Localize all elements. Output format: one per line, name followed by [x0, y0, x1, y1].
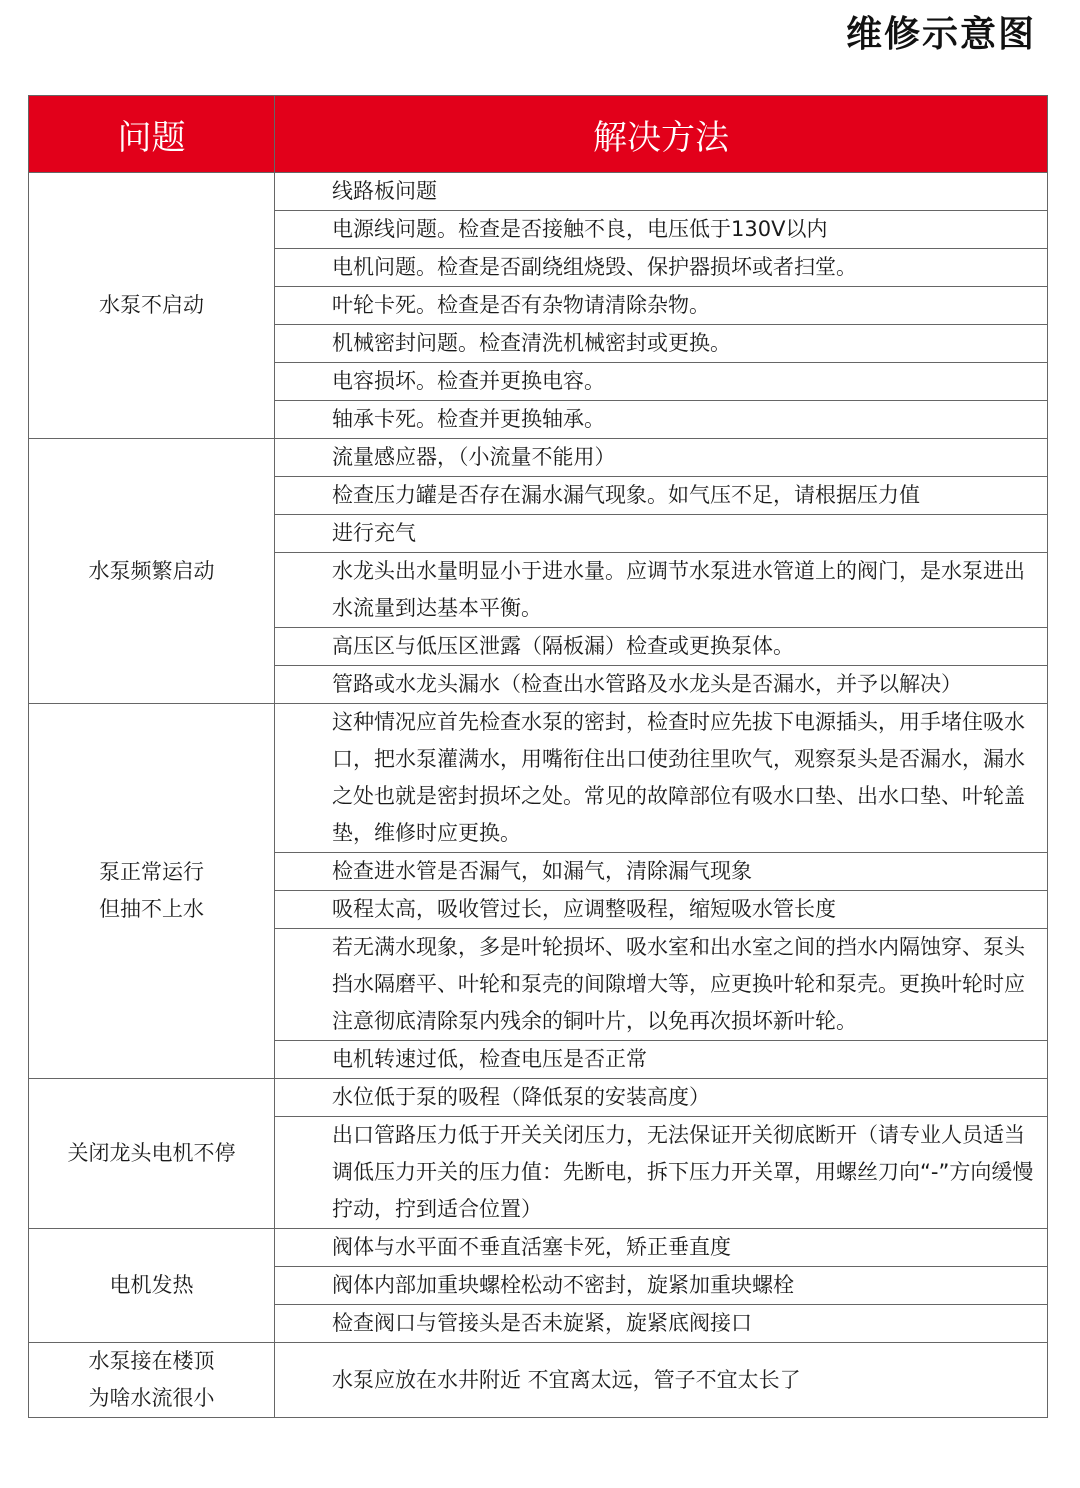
solution-cell: 叶轮卡死。检查是否有杂物请清除杂物。: [275, 287, 1048, 325]
solution-cell: 水龙头出水量明显小于进水量。应调节水泵进水管道上的阀门，是水泵进出水流量到达基本平衡。: [275, 553, 1048, 628]
solution-cell: 若无满水现象，多是叶轮损坏、吸水室和出水室之间的挡水内隔蚀穿、泵头挡水隔磨平、叶轮和泵壳的间隙增大等，应更换叶轮和泵壳。更换叶轮时应注意彻底清除泵内残余的铜叶片，以免再次损坏新叶轮。: [275, 929, 1048, 1041]
solution-cell: 管路或水龙头漏水（检查出水管路及水龙头是否漏水，并予以解决）: [275, 666, 1048, 704]
problem-cell: 水泵接在楼顶 为啥水流很小: [29, 1343, 275, 1418]
solution-cell: 高压区与低压区泄露（隔板漏）检查或更换泵体。: [275, 628, 1048, 666]
problem-cell: 水泵频繁启动: [29, 439, 275, 704]
solution-cell: 轴承卡死。检查并更换轴承。: [275, 401, 1048, 439]
solution-cell: 线路板问题: [275, 173, 1048, 211]
solution-cell: 电机转速过低，检查电压是否正常: [275, 1041, 1048, 1079]
solution-cell: 检查压力罐是否存在漏水漏气现象。如气压不足，请根据压力值: [275, 477, 1048, 515]
page-title: 维修示意图: [845, 14, 1036, 55]
problem-cell: 水泵不启动: [29, 173, 275, 439]
table-body: [29, 173, 1048, 1418]
solution-cell: 水位低于泵的吸程（降低泵的安装高度）: [275, 1079, 1048, 1117]
solution-cell: 电源线问题。检查是否接触不良，电压低于130V以内: [275, 211, 1048, 249]
table-header-row: [29, 96, 1048, 173]
solution-cell: 阀体内部加重块螺栓松动不密封，旋紧加重块螺栓: [275, 1267, 1048, 1305]
solution-cell: 流量感应器，（小流量不能用）: [275, 439, 1048, 477]
solution-cell: 机械密封问题。检查清洗机械密封或更换。: [275, 325, 1048, 363]
solution-cell: 检查阀口与管接头是否未旋紧，旋紧底阀接口: [275, 1305, 1048, 1343]
solution-cell: 电容损坏。检查并更换电容。: [275, 363, 1048, 401]
solution-cell: 吸程太高，吸收管过长，应调整吸程，缩短吸水管长度: [275, 891, 1048, 929]
solution-cell: 水泵应放在水井附近 不宜离太远，管子不宜太长了: [275, 1343, 1048, 1418]
solution-cell: 进行充气: [275, 515, 1048, 553]
solution-cell: 电机问题。检查是否副绕组烧毁、保护器损坏或者扫堂。: [275, 249, 1048, 287]
table-row: [29, 439, 1048, 477]
header-solution: 解决方法: [275, 96, 1048, 173]
problem-cell: 关闭龙头电机不停: [29, 1079, 275, 1229]
table-row: [29, 1343, 1048, 1418]
solution-cell: 出口管路压力低于开关关闭压力，无法保证开关彻底断开（请专业人员适当调低压力开关的压力值：先断电，拆下压力开关罩，用螺丝刀向“-”方向缓慢拧动，拧到适合位置）: [275, 1117, 1048, 1229]
repair-table: [28, 95, 1048, 1418]
problem-cell: 电机发热: [29, 1229, 275, 1343]
table-row: [29, 704, 1048, 853]
table-row: [29, 1229, 1048, 1267]
solution-cell: 这种情况应首先检查水泵的密封，检查时应先拔下电源插头，用手堵住吸水口，把水泵灌满水，用嘴衔住出口使劲往里吹气，观察泵头是否漏水，漏水之处也就是密封损坏之处。常见的故障部位有吸水口垫、出水口垫、叶轮盖垫，维修时应更换。: [275, 704, 1048, 853]
table-row: [29, 173, 1048, 211]
solution-cell: 阀体与水平面不垂直活塞卡死，矫正垂直度: [275, 1229, 1048, 1267]
header-problem: 问题: [29, 96, 275, 173]
solution-cell: 检查进水管是否漏气，如漏气，清除漏气现象: [275, 853, 1048, 891]
table-row: [29, 1079, 1048, 1117]
problem-cell: 泵正常运行 但抽不上水: [29, 704, 275, 1079]
